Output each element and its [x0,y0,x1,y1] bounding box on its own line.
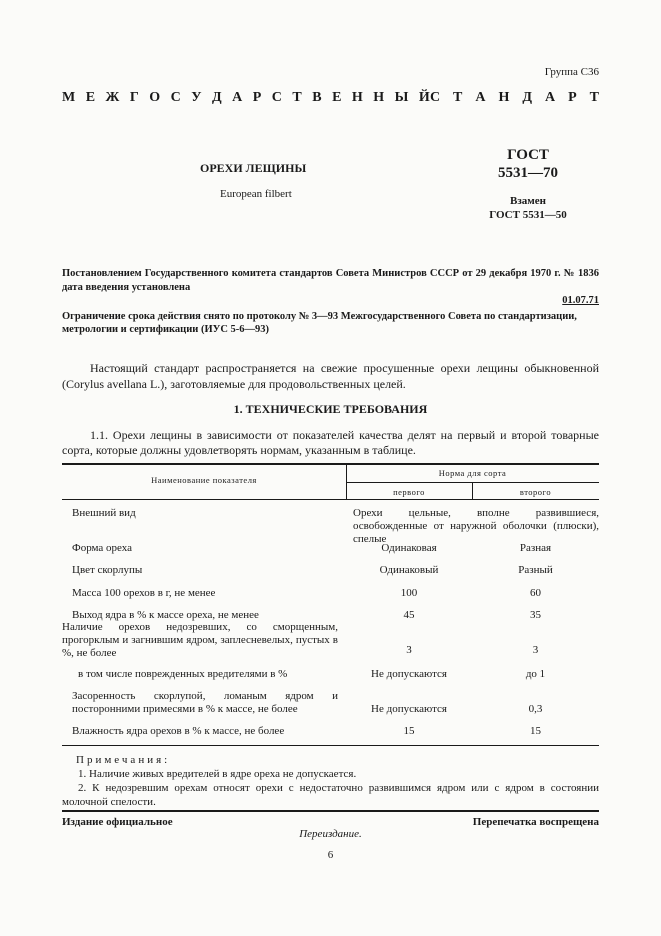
header-second-grade: второго [519,487,552,497]
banner-letter: Н [373,90,385,105]
header-norm: Норма для сорта [438,468,507,478]
quality-table [62,463,599,753]
banner-letter: Н [498,90,510,105]
replace-number: ГОСТ 5531—50 [489,209,567,221]
intro-paragraph: Настоящий стандарт распространяется на свежие просушенные орехи лещины обыкновенной (Corylus avellana L.), заготовляемые для продовольственных целей. [62,361,599,391]
section-heading: 1. ТЕХНИЧЕСКИЕ ТРЕБОВАНИЯ [233,402,428,416]
group-code: Группа С36 [544,66,599,78]
document-subtitle-en: European filbert [220,188,292,200]
replaces-block [470,194,586,222]
table-row-name: Влажность ядра орехов в % к массе, не более [72,725,285,737]
footer-rule [62,810,599,812]
note-1: 1. Наличие живых вредителей в ядре ореха не допускается. [78,768,357,780]
banner-letter: Д [212,90,222,105]
table-cell-first: Одинаковая [381,542,437,554]
banner-letter: Т [453,90,463,105]
reissue-note: Переиздание. [299,828,362,840]
banner-letter: Д [522,90,532,105]
official-edition: Издание официальное [62,816,173,828]
table-cell-first: 3 [406,644,412,656]
table-top-rule [62,463,599,465]
notes-title: Примечания: [76,754,171,766]
table-cell-first: Не допускаются [371,703,447,715]
table-cell-first: 100 [400,587,418,599]
introduction-date: 01.07.71 [562,295,599,306]
table-cell-first: Не допускаются [371,668,447,680]
table-row-name: Форма ореха [72,542,133,554]
banner-letter: А [232,90,243,105]
banner-letter: Ж [105,90,120,105]
notes-block [62,753,599,809]
standard-banner [62,90,599,106]
gost-number: 5531—70 [498,165,558,181]
banner-word-2 [430,90,599,106]
table-row-name: в том числе поврежденных вредителями в % [78,668,288,680]
gost-label: ГОСТ [507,147,549,163]
header-indicator: Наименование показателя [151,475,257,485]
banner-letter: Е [85,90,96,105]
banner-letter: Р [252,90,262,105]
table-cell-second: 3 [532,644,539,656]
banner-letter: Т [589,90,599,105]
banner-letter: А [475,90,486,105]
banner-letter: Ы [394,90,409,105]
table-row-name: Внешний вид [72,507,136,519]
banner-letter: В [312,90,322,105]
table-cell-second: Разная [519,542,552,554]
header-first-grade: первого [393,487,425,497]
banner-letter: У [191,90,202,105]
banner-letter: С [170,90,181,105]
table-cell-second: 60 [530,587,541,599]
banner-letter: М [62,90,76,105]
banner-letter: Й [418,90,430,105]
document-title: ОРЕХИ ЛЕЩИНЫ [200,161,307,175]
table-row-merged-value: Орехи цельные, вполне развившиеся, освобожденные от наружной оболочки (плюски), спелые [353,507,599,545]
table-row-name: Наличие орехов недозревших, со сморщенным, прогорклым и загнившим ядром, заплесневелых, пустых в %, не более [62,621,338,659]
banner-letter: Т [292,90,302,105]
replace-label: Взамен [510,195,546,207]
table-row-name: Масса 100 орехов в г, не менее [72,587,216,599]
banner-letter: С [271,90,282,105]
banner-letter: Н [351,90,363,105]
table-cell-second: 0,3 [528,703,543,715]
note-2: 2. К недозревшим орехам относят орехи с недостаточно развившимся ядром или с ядром в состоянии молочной спелости. [62,782,599,808]
limitation-text: Ограничение срока действия снято по протоколу № 3—93 Межгосударственного Совета по стандартизации, метрологии и сертификации (ИУС 5-6—93) [62,311,577,335]
banner-letter: А [544,90,556,105]
paragraph-1-1: 1.1. Орехи лещины в зависимости от показателей качества делят на первый и второй товарные сорта, которые должны удовлетворять нормам, указанным в таблице. [62,428,599,457]
banner-word-1 [62,90,430,106]
gost-number-block [497,146,559,182]
table-row-name: Засоренность скорлупой, ломаным ядром и посторонними примесями в % к массе, не более [72,690,338,715]
table-cell-first: 45 [403,609,415,621]
banner-letter: О [149,90,161,105]
decree-text: Постановлением Государственного комитета стандартов Совета Министров СССР от 29 декабря 1970 г. № 1836 дата введения установлена [62,268,599,293]
table-cell-second: до 1 [525,668,546,680]
table-header-rule [62,499,599,500]
table-row-name: Выход ядра в % к массе ореха, не менее [72,609,259,621]
reprint-prohibited: Перепечатка воспрещена [472,816,599,828]
table-bottom-rule [62,745,599,746]
banner-letter: Р [568,90,577,105]
table-cell-second: 35 [530,609,541,621]
table-row-name: Цвет скорлупы [72,564,143,576]
table-cell-second: Разный [518,564,553,576]
banner-letter: Е [332,90,342,105]
table-cell-second: 15 [530,725,541,737]
page-number: 6 [327,849,334,861]
banner-letter: Г [129,90,139,105]
table-cell-first: 15 [403,725,415,737]
banner-letter: С [429,90,441,105]
table-cell-first: Одинаковый [379,564,439,576]
